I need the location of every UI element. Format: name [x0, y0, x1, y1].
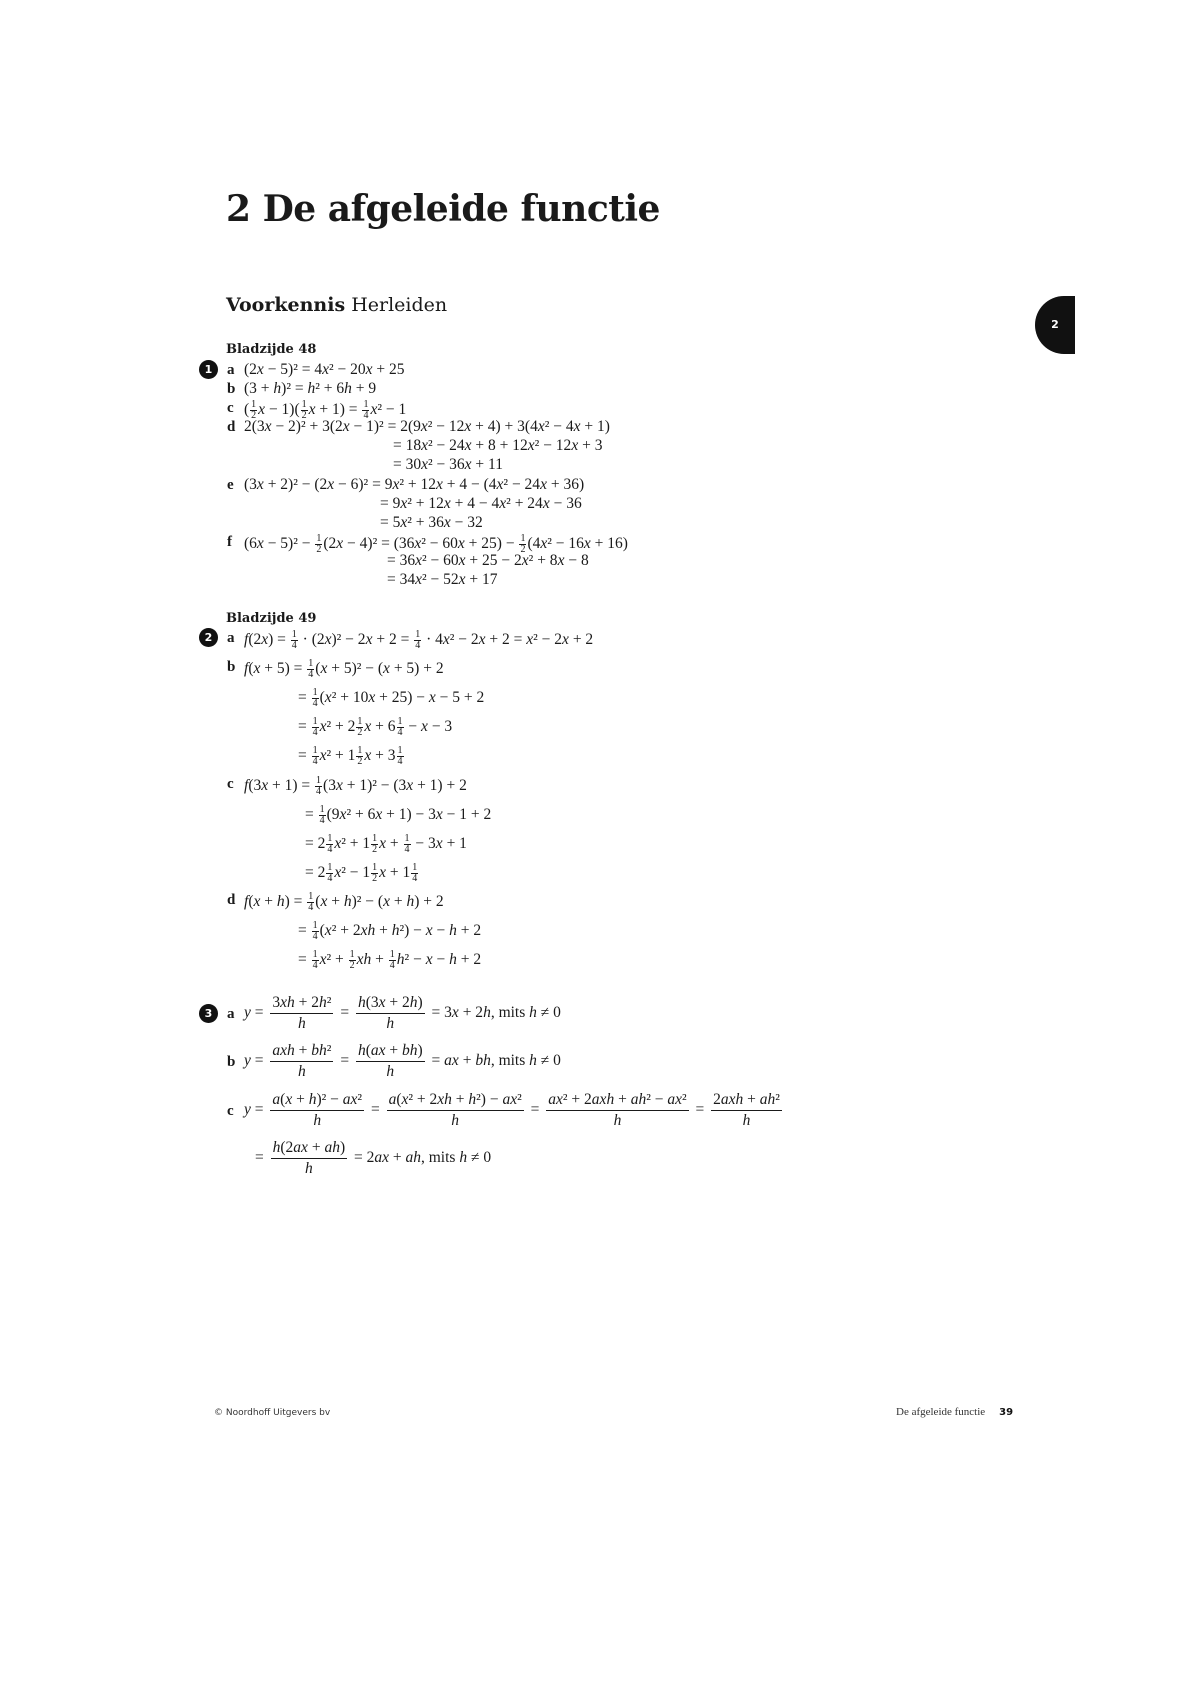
eq-1f-line3: = 34x² − 52x + 17 [387, 571, 498, 588]
eq-2d-line3: = $\frac{1}{4}$ x² + $\frac{1}{2}$ xh + $\frac{1}{4}$ h² − x − h + 2 [298, 949, 482, 971]
footer-chapter-name: De afgeleide functie [896, 1406, 986, 1418]
eq-1f-line1: (6x − 5)² − $\frac{1}{2}$ (2x − 4)² = (36x² − 60x + 25) − $\frac{1}{2}$ (4x² − 16x + 16) [244, 533, 628, 555]
eq-1d-line3: = 30x² − 36x + 11 [393, 456, 503, 473]
eq-2c-line3: = 2 $\frac{1}{4}$ x² + 1 $\frac{1}{2}$ x + $\frac{1}{4}$ − 3x + 1 [305, 833, 467, 855]
part-label-2d: d [227, 892, 236, 908]
exercise-number-3: 3 [199, 1004, 218, 1023]
part-label-1b: b [227, 381, 236, 397]
exercise-number-1: 1 [199, 360, 218, 379]
section-heading [226, 294, 447, 316]
exercise-number-2: 2 [199, 628, 218, 647]
eq-1e-line3: = 5x² + 36x − 32 [380, 514, 483, 531]
eq-2c-line1: f(3x + 1) = $\frac{1}{4}$ (3x + 1)² − (3x + 1) + 2 [244, 775, 467, 797]
footer-copyright: © Noordhoff Uitgevers bv [214, 1408, 331, 1418]
eq-1d-line2: = 18x² − 24x + 8 + 12x² − 12x + 3 [393, 437, 603, 454]
eq-2d-line1: f(x + h) = $\frac{1}{4}$ (x + h)² − (x + h) + 2 [244, 891, 444, 913]
eq-2a: f(2x) = $\frac{1}{4}$ · (2x)² − 2x + 2 = $\frac{1}{4}$ · 4x² − 2x + 2 = x² − 2x + 2 [244, 629, 594, 651]
part-label-1e: e [227, 477, 234, 493]
eq-2d-line2: = $\frac{1}{4}$ (x² + 2xh + h²) − x − h + 2 [298, 920, 482, 942]
eq-1f-line2: = 36x² − 60x + 25 − 2x² + 8x − 8 [387, 552, 589, 569]
eq-1b: (3 + h)² = h² + 6h + 9 [244, 380, 377, 397]
eq-2b-line2: = $\frac{1}{4}$ (x² + 10x + 25) − x − 5 + 2 [298, 687, 485, 709]
part-label-1d: d [227, 419, 236, 435]
eq-2b-line3: = $\frac{1}{4}$ x² + 2 $\frac{1}{2}$ x + 6 $\frac{1}{4}$ − x − 3 [298, 716, 453, 738]
eq-2b-line1: f(x + 5) = $\frac{1}{4}$ (x + 5)² − (x + 5) + 2 [244, 658, 444, 680]
eq-2c-line4: = 2 $\frac{1}{4}$ x² − 1 $\frac{1}{2}$ x + 1 $\frac{1}{4}$ [305, 862, 418, 884]
chapter-edge-tab: 2 [1035, 296, 1075, 354]
part-label-2c: c [227, 776, 234, 792]
part-label-1a: a [227, 362, 235, 378]
eq-3c-line2: = $\frac{h(2ax + ah)}{h}$ = 2ax + ah, mits h ≠ 0 [255, 1139, 492, 1177]
page-ref-48: Bladzijde 48 [226, 342, 317, 357]
eq-1e-line2: = 9x² + 12x + 4 − 4x² + 24x − 36 [380, 495, 582, 512]
eq-1a: (2x − 5)² = 4x² − 20x + 25 [244, 361, 405, 378]
page-number: 39 [999, 1407, 1014, 1418]
part-label-1c: c [227, 400, 234, 416]
eq-3a: y = $\frac{\text{3xh + 2h²}}{h}$ = $\frac{h(3x + 2h)}{h}$ = 3x + 2h, mits h ≠ 0 [244, 994, 561, 1032]
eq-2c-line2: = $\frac{1}{4}$ (9x² + 6x + 1) − 3x − 1 + 2 [305, 804, 492, 826]
part-label-3b: b [227, 1054, 236, 1070]
section-heading-bold: Voorkennis [226, 294, 346, 316]
part-label-3a: a [227, 1006, 235, 1022]
chapter-title: 2 De afgeleide functie [226, 188, 660, 230]
eq-3b: y = axh + bh² h = $\frac{h(ax + bh)}{h}$ = ax + bh, mits h ≠ 0 [244, 1042, 561, 1080]
part-label-2a: a [227, 630, 235, 646]
part-label-2b: b [227, 659, 236, 675]
eq-1e-line1: (3x + 2)² − (2x − 6)² = 9x² + 12x + 4 − (4x² − 24x + 36) [244, 476, 585, 493]
section-heading-rest: Herleiden [351, 294, 448, 316]
page-ref-49: Bladzijde 49 [226, 611, 317, 626]
eq-2b-line4: = $\frac{1}{4}$ x² + 1 $\frac{1}{2}$ x + 3 $\frac{1}{4}$ [298, 745, 403, 767]
part-label-3c: c [227, 1103, 234, 1119]
footer-running-title [896, 1406, 1013, 1418]
eq-3c-line1: y = $\frac{\text{a(x + h)² − ax²}}{h}$ = $\frac{\text{a(x² + 2xh + h²) − ax²}}{h}$ = ax² + 2axh + ah² − ax² h = 2axh + ah² h [244, 1091, 780, 1129]
part-label-1f: f [227, 534, 232, 550]
eq-1c: ( $\frac{1}{2}$ x − 1)( $\frac{1}{2}$ x + 1) = $\frac{1}{4}$ x² − 1 [244, 399, 407, 421]
eq-1d-line1: 2(3x − 2)² + 3(2x − 1)² = 2(9x² − 12x + 4) + 3(4x² − 4x + 1) [244, 418, 610, 435]
